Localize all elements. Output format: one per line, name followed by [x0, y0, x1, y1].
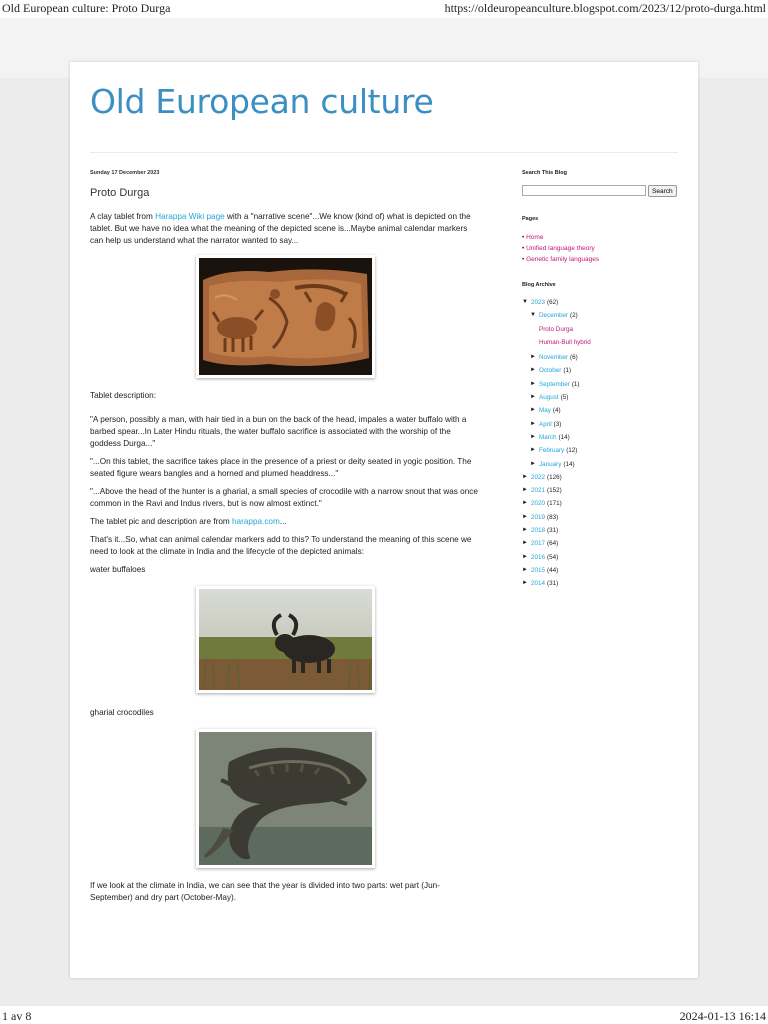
clay-tablet-image[interactable]	[196, 255, 375, 378]
tablet-description-label: Tablet description:	[90, 391, 156, 400]
blog-title[interactable]: Old European culture	[90, 82, 434, 121]
para-climate: If we look at the climate in India, we can see that the year is divided into two parts: wet part (Jun-September) and dry part (October-May).	[90, 881, 440, 902]
archive-month-february[interactable]: ► February (12)	[522, 444, 682, 457]
archive-month-may[interactable]: ► May (4)	[522, 404, 682, 417]
print-footer	[0, 1006, 768, 1024]
pages-item-unified-language-theory[interactable]: • Unified language theory	[522, 243, 682, 254]
search-heading: Search This Blog	[522, 170, 567, 176]
search-form	[522, 185, 682, 197]
expanded-arrow-icon[interactable]: ▼	[522, 299, 528, 305]
quote-1: "A person, possibly a man, with hair tied in a bun on the back of the head, impales a water buffalo with a barbed spear...In Later Hindu rituals, the water buffalo sacrifice is associated with the worship of the goddess Durga..."	[90, 415, 467, 448]
post-column	[90, 167, 480, 904]
post-date: Sunday 17 December 2023	[90, 170, 160, 176]
collapsed-arrow-icon: ►	[530, 367, 536, 374]
label-water-buffaloes: water buffaloes	[90, 565, 146, 574]
archive-year-2016[interactable]: ► 2016 (54)	[522, 551, 682, 564]
archive-month-december[interactable]: ▼ December (2)	[522, 309, 682, 322]
archive-post-proto-durga[interactable]: Proto Durga	[539, 325, 573, 333]
collapsed-arrow-icon: ►	[530, 407, 536, 414]
search-button[interactable]: Search	[648, 185, 677, 197]
post-title[interactable]: Proto Durga	[90, 187, 150, 199]
collapsed-arrow-icon: ►	[530, 447, 536, 454]
collapsed-arrow-icon: ►	[530, 354, 536, 361]
archive-year-2019[interactable]: ► 2019 (83)	[522, 511, 682, 524]
pages-item-genetic-family-languages[interactable]: • Genetic family languages	[522, 254, 682, 265]
archive-year-2022[interactable]: ► 2022 (126)	[522, 471, 682, 484]
collapsed-arrow-icon: ►	[522, 580, 528, 587]
collapsed-arrow-icon: ►	[530, 433, 536, 440]
print-url: https://oldeuropeanculture.blogspot.com/2023/12/proto-durga.html	[444, 1, 766, 15]
pages-list	[522, 232, 682, 265]
print-header	[0, 0, 768, 18]
post-intro: A clay tablet from Harappa Wiki page with a "narrative scene"...We know (kind of) what is depicted on the tablet. But we have no idea what the meaning of the depicted scene is...Maybe animal calendar markers can help us understand what the narrator wanted to say...	[90, 212, 471, 245]
archive-post-human-bull-hybrid[interactable]: Human-Bull hybrid	[539, 338, 591, 346]
archive-month-september[interactable]: ► September (1)	[522, 378, 682, 391]
water-buffalo-image[interactable]	[196, 586, 375, 693]
archive-month-november[interactable]: ► November (6)	[522, 351, 682, 364]
collapsed-arrow-icon: ►	[530, 380, 536, 387]
print-page-number: 1 av 8	[2, 1009, 32, 1023]
header-divider	[90, 152, 678, 153]
archive-year-2014[interactable]: ► 2014 (31)	[522, 577, 682, 590]
collapsed-arrow-icon: ►	[522, 540, 528, 547]
harappa-wiki-link[interactable]: Harappa Wiki page	[155, 212, 225, 221]
archive-month-january[interactable]: ► January (14)	[522, 458, 682, 471]
gharial-image[interactable]	[196, 729, 375, 868]
archive-year-2017[interactable]: ► 2017 (64)	[522, 537, 682, 550]
collapsed-arrow-icon: ►	[530, 460, 536, 467]
blog-page	[70, 62, 698, 978]
harappa-com-link[interactable]: harappa.com	[232, 517, 280, 526]
para-thats-it: That's it...So, what can animal calendar markers add to this? To understand the meaning of this scene we need to look at the climate in India and the lifecycle of the depicted animals:	[90, 535, 472, 556]
pages-item-home[interactable]: • Home	[522, 232, 682, 243]
collapsed-arrow-icon: ►	[522, 553, 528, 560]
archive-year-2020[interactable]: ► 2020 (171)	[522, 497, 682, 510]
label-gharial-crocodiles: gharial crocodiles	[90, 708, 154, 717]
blog-archive	[522, 296, 682, 591]
archive-year-2018[interactable]: ► 2018 (31)	[522, 524, 682, 537]
quote-2: "...On this tablet, the sacrifice takes place in the presence of a priest or deity seated in yogic position. The seated figure wears bangles and a horned and plumed headdress..."	[90, 457, 472, 478]
archive-year-2021[interactable]: ► 2021 (152)	[522, 484, 682, 497]
print-title: Old European culture: Proto Durga	[2, 1, 171, 15]
collapsed-arrow-icon: ►	[522, 500, 528, 507]
archive-year-2023[interactable]: ▼ 2023 (62)	[522, 296, 682, 309]
archive-year-2015[interactable]: ► 2015 (44)	[522, 564, 682, 577]
archive-month-october[interactable]: ► October (1)	[522, 364, 682, 377]
archive-month-march[interactable]: ► March (14)	[522, 431, 682, 444]
archive-heading: Blog Archive	[522, 282, 556, 288]
print-datetime: 2024-01-13 16:14	[679, 1009, 766, 1023]
sidebar	[522, 167, 682, 591]
search-input[interactable]	[522, 185, 646, 196]
collapsed-arrow-icon: ►	[530, 420, 536, 427]
archive-month-august[interactable]: ► August (5)	[522, 391, 682, 404]
collapsed-arrow-icon: ►	[522, 487, 528, 494]
collapsed-arrow-icon: ►	[522, 473, 528, 480]
collapsed-arrow-icon: ►	[522, 513, 528, 520]
source-line: The tablet pic and description are from harappa.com...	[90, 517, 287, 526]
archive-month-april[interactable]: ► April (3)	[522, 418, 682, 431]
expanded-arrow-icon[interactable]: ▼	[530, 312, 536, 319]
collapsed-arrow-icon: ►	[530, 394, 536, 401]
collapsed-arrow-icon: ►	[522, 527, 528, 534]
collapsed-arrow-icon: ►	[522, 566, 528, 573]
quote-3: "...Above the head of the hunter is a gharial, a small species of crocodile with a narrow snout that was once common in the Ravi and Indus rivers, but is now almost extinct."	[90, 487, 478, 508]
pages-heading: Pages	[522, 216, 539, 222]
